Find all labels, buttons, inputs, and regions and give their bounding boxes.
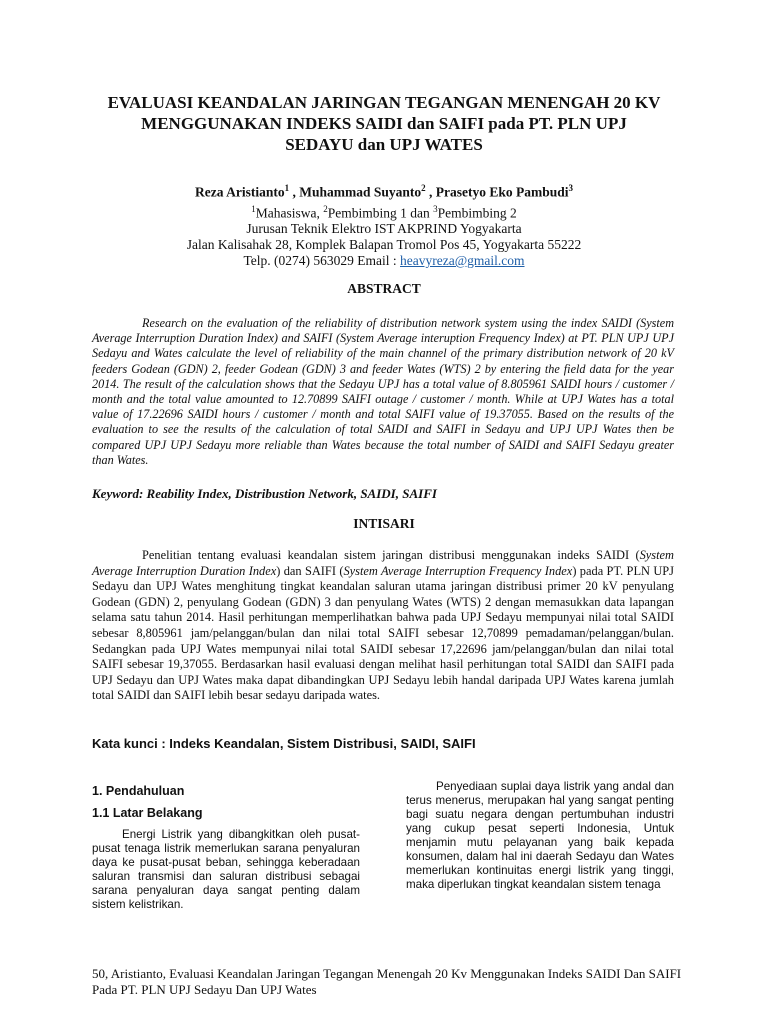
role-3: Pembimbing 2 bbox=[437, 205, 517, 220]
author-separator: , bbox=[425, 184, 436, 200]
title-line-2: MENGGUNAKAN INDEKS SAIDI dan SAIFI pada PT. PLN UPJ bbox=[141, 114, 627, 133]
intisari-part: Penelitian tentang evaluasi keandalan sistem jaringan distribusi menggunakan indeks SAIDI ( bbox=[142, 548, 640, 562]
keyword-line: Keyword: Reability Index, Distribustion Network, SAIDI, SAIFI bbox=[92, 486, 437, 501]
author-separator: , bbox=[289, 184, 300, 200]
intisari-italic: System Average Interruption Duration Index bbox=[92, 548, 674, 578]
author-2-sup: 2 bbox=[421, 183, 426, 193]
right-column bbox=[406, 780, 674, 892]
abstract-heading: ABSTRACT bbox=[347, 281, 421, 296]
section-1-1-heading: 1.1 Latar Belakang bbox=[92, 806, 203, 820]
role-sup-2: 2 bbox=[323, 203, 328, 214]
abstract-paragraph: Research on the evaluation of the reliability of distribution network system using the index SAIDI (System Average Interruption Duration Index) and SAIFI (System Average interuption Frequency Index) at PT. PLN UPJ UPJ Sedayu and Wates calculate the level of reliability of the main channel of the primary distribution network of 20 kV feeders Godean (GDN) 2, feeder Godean (GDN) 3 and feeder Wates (WTS) 2 by entering the field data for the year 2014. The result of the calculation shows that the Sedayu UPJ has a total value of 8.805961 SAIDI hours / customer / month and the total value amounted to 12.70899 SAIFI outage / customer / month. While at UPJ Wates has a total value of 17.22696 SAIDI hours / customer / month and total SAIFI value of 19.37055. Based on the results of the evaluation to see the results of the calculation of total SAIDI and SAIFI in Sedayu and UPJ UPJ Wates then be compared UPJ UPJ Sedayu more reliable than Wates because the total number of SAIDI and SAIFI Sedayu greater than Wates. bbox=[92, 316, 674, 467]
kata-kunci-line: Kata kunci : Indeks Keandalan, Sistem Distribusi, SAIDI, SAIFI bbox=[92, 736, 476, 751]
intisari-paragraph bbox=[92, 548, 674, 704]
role-1: Mahasiswa, bbox=[255, 205, 324, 220]
left-paragraph: Energi Listrik yang dibangkitkan oleh pusat-pusat tenaga listrik memerlukan sarana penyaluran daya ke pusat-pusat beban, sehingga keberadaan saluran transmisi dan saluran distribusi sebagai sarana penyaluran daya sangat penting dalam sistem kelistrikan. bbox=[92, 828, 360, 911]
intisari-part: ) dan SAIFI ( bbox=[276, 563, 344, 578]
author-3: Prasetyo Eko Pambudi bbox=[435, 184, 569, 200]
email-link[interactable]: heavyreza@gmail.com bbox=[400, 253, 525, 268]
affiliation-dept: Jurusan Teknik Elektro IST AKPRIND Yogyakarta bbox=[246, 221, 522, 236]
author-names bbox=[60, 180, 708, 201]
role-sup-3: 3 bbox=[433, 203, 438, 214]
right-paragraph: Penyediaan suplai daya listrik yang andal dan terus menerus, merupakan hal yang sangat penting bagi suatu negara dengan pertumbuhan industri yang cukup pesat seperti Indonesia, Untuk menjamin mutu pelayanan yang baik kepada konsumen, dalam hal ini daerah Sedayu dan Wates memerlukan kontinuitas energi listrik yang tinggi, maka diperlukan tingkat keandalan sistem tenaga bbox=[406, 780, 674, 891]
author-2: Muhammad Suyanto bbox=[299, 184, 422, 200]
telp-text: Telp. (0274) 563029 Email : bbox=[243, 253, 401, 268]
affiliation-address: Jalan Kalisahak 28, Komplek Balapan Tromol Pos 45, Yogyakarta 55222 bbox=[186, 237, 582, 252]
left-column bbox=[92, 784, 360, 912]
title-line-1: EVALUASI KEANDALAN JARINGAN TEGANGAN MENENGAH 20 KV bbox=[107, 93, 661, 112]
author-roles bbox=[60, 201, 708, 222]
paper-title bbox=[60, 92, 708, 155]
section-1-heading: 1. Pendahuluan bbox=[92, 784, 185, 798]
author-block bbox=[60, 180, 708, 269]
intisari-heading: INTISARI bbox=[353, 516, 415, 531]
abstract-text bbox=[92, 316, 674, 468]
intisari-text bbox=[92, 548, 674, 704]
intisari-italic: System Average Interruption Frequency Index bbox=[343, 563, 573, 578]
author-1-sup: 1 bbox=[284, 183, 290, 193]
contact-line bbox=[60, 253, 708, 269]
role-2: Pembimbing 1 dan bbox=[327, 205, 434, 220]
intisari-part: ) pada PT. PLN UPJ Sedayu dan UPJ Wates menghitung tingkat keandalan saluran utama jaringan distribusi primer 20 kV penyulang Godean (GDN) 2, penyulang Godean (GDN) 3 dan penyulang Wates (WTS) 2 dengan memasukkan data lapangan selama satu tahun 2014. Hasil perhitungan memperlihatkan bahwa pada UPJ Sedayu mempunyai nilai total SAIDI sebesar 8,805961 jam/pelanggan/bulan dan nilai total SAIFI sebesar 12,70899 pemadaman/pelanggan/bulan. Sedangkan pada UPJ Wates mempunyai nilai total SAIDI sebesar 17,22696 jam/pelanggan/bulan dan nilai total SAIFI sebesar 19,37055. Berdasarkan hasil evaluasi dengan melihat hasil perhitungan total SAIDI dan SAIFI pada UPJ Sedayu dan UPJ Wates maka dapat dibandingkan UPJ Sedayu lebih handal daripada UPJ Wates karena jumlah total SAIDI dan SAIFI lebih besar sedayu daripada wates. bbox=[92, 563, 674, 703]
author-1: Reza Aristianto bbox=[194, 184, 285, 200]
role-sup-1: 1 bbox=[251, 203, 256, 214]
title-line-3: SEDAYU dan UPJ WATES bbox=[285, 135, 483, 154]
page-footer: 50, Aristianto, Evaluasi Keandalan Jaringan Tegangan Menengah 20 Kv Menggunakan Indeks SAIDI Dan SAIFI Pada PT. PLN UPJ Sedayu Dan UPJ Wates bbox=[92, 966, 682, 997]
author-3-sup: 3 bbox=[568, 183, 574, 193]
